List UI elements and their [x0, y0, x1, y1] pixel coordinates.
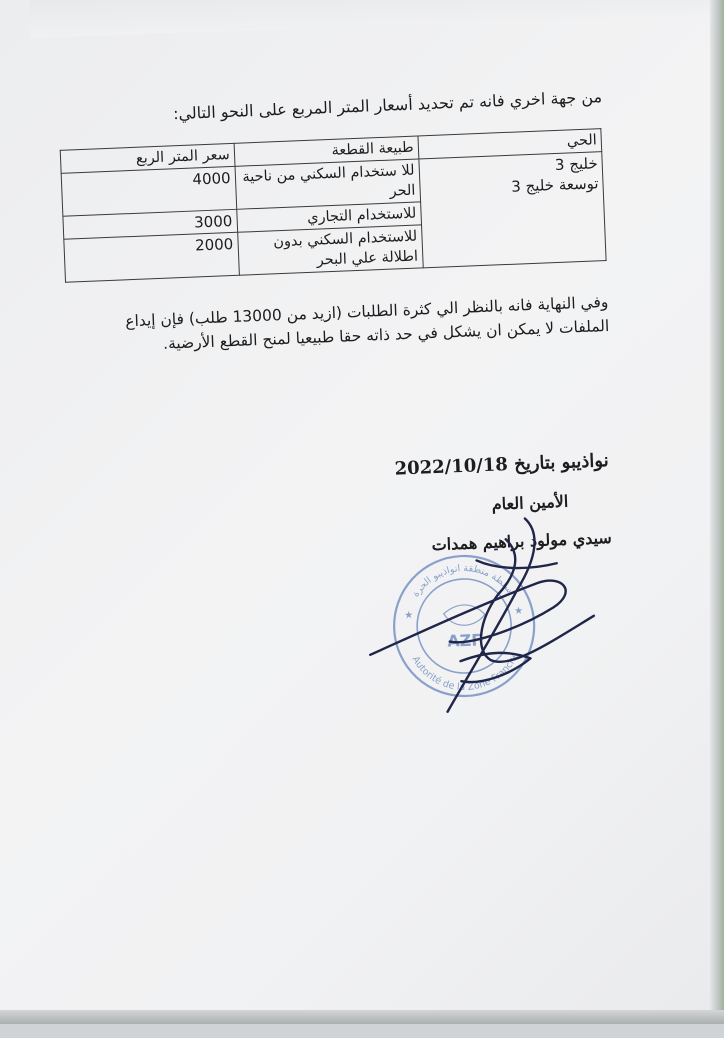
price-cell: 4000 — [61, 166, 236, 216]
plot-type-cell: للاستخدام السكني بدون اطلالة علي البحر — [237, 225, 423, 275]
price-cell: 3000 — [63, 209, 237, 239]
district-line: خليج 3 — [554, 154, 599, 174]
signature-stroke — [440, 518, 541, 712]
signature-stroke — [477, 557, 557, 570]
signature-stroke — [460, 652, 531, 683]
plot-type-cell: للا ستخدام السكني من ناحية الحر — [235, 159, 421, 209]
district-line: توسعة خليج 3 — [510, 174, 599, 196]
signatory-title: الأمين العام — [491, 491, 569, 514]
stamp-french-text: Autorité de la Zone Franche — [409, 650, 522, 694]
place-and-date: نواذيبو بتاريخ 2022/10/18 — [394, 450, 610, 480]
stamp-arabic-text: سلطة منطقة انواذيبو الحرة — [410, 562, 515, 600]
price-cell: 2000 — [64, 232, 239, 282]
header-price: سعر المتر الربع — [60, 143, 234, 173]
plot-type-cell: للاستخدام التجاري — [236, 202, 421, 232]
stamp-star-icon: ★ — [403, 610, 414, 622]
signatory-name: سيدي مولود براهيم همدات — [431, 528, 613, 555]
signature-stroke — [477, 536, 596, 663]
header-district: الحي — [418, 129, 602, 159]
price-table — [60, 128, 607, 283]
intro-text: من جهة اخري فانه تم تحديد أسعار المتر المربع على النحو التالي: — [172, 87, 603, 124]
signature-stroke — [368, 580, 568, 655]
handwritten-signature — [354, 495, 613, 745]
stamp-acronym: AZF — [446, 630, 483, 651]
stamp-star-icon: ★ — [513, 605, 524, 617]
closing-paragraph: وفي النهاية فانه بالنظر الي كثرة الطلبات (ازيد من 13000 طلب) فإن إيداع الملفات لا يمكن ان يشكل في حد ذاته حقا طبيعيا لمنح القطع الأرضية. — [124, 292, 610, 353]
header-plot-type: طبيعة القطعة — [234, 136, 419, 166]
district-cell — [419, 152, 607, 268]
